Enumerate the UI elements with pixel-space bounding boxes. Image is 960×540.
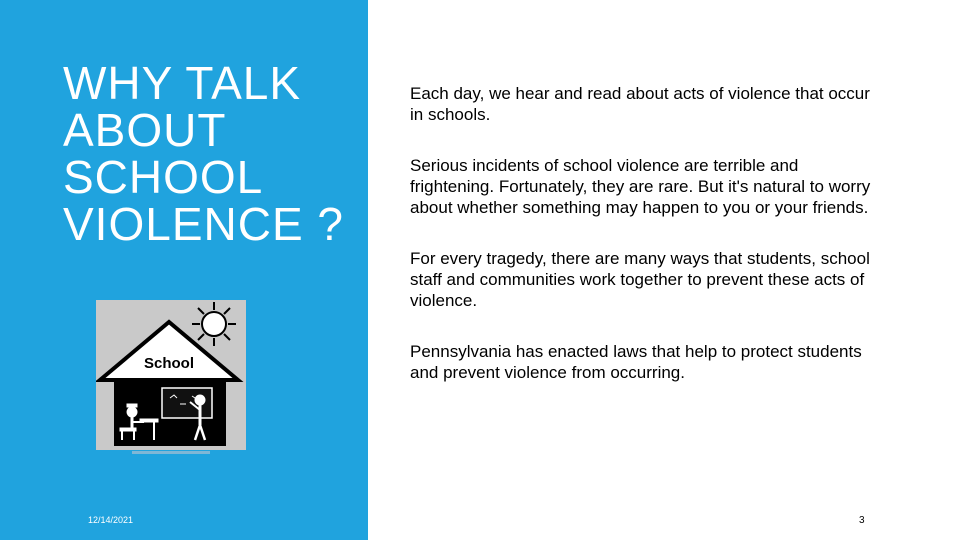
page-number: 3	[859, 515, 865, 526]
slide-title: WHY TALK ABOUT SCHOOL VIOLENCE ?	[63, 57, 344, 250]
school-clipart	[96, 300, 246, 460]
body-text	[410, 83, 880, 413]
school-sign-text: School	[143, 355, 195, 372]
paragraph-1: Each day, we hear and read about acts of violence that occur in schools.	[410, 84, 870, 124]
sun-icon	[192, 302, 236, 346]
paragraph-3: For every tragedy, there are many ways that students, school staff and communities work together to prevent these acts of violence.	[410, 249, 870, 310]
caption-strip	[132, 451, 210, 454]
paragraph-4: Pennsylvania has enacted laws that help to protect students and prevent violence from occurring.	[410, 342, 862, 382]
paragraph-2: Serious incidents of school violence are terrible and frightening. Fortunately, they are rare. But it's natural to worry about whether something may happen to you or your friends.	[410, 156, 871, 217]
title-panel	[0, 0, 368, 540]
slide-date: 12/14/2021	[88, 515, 134, 525]
